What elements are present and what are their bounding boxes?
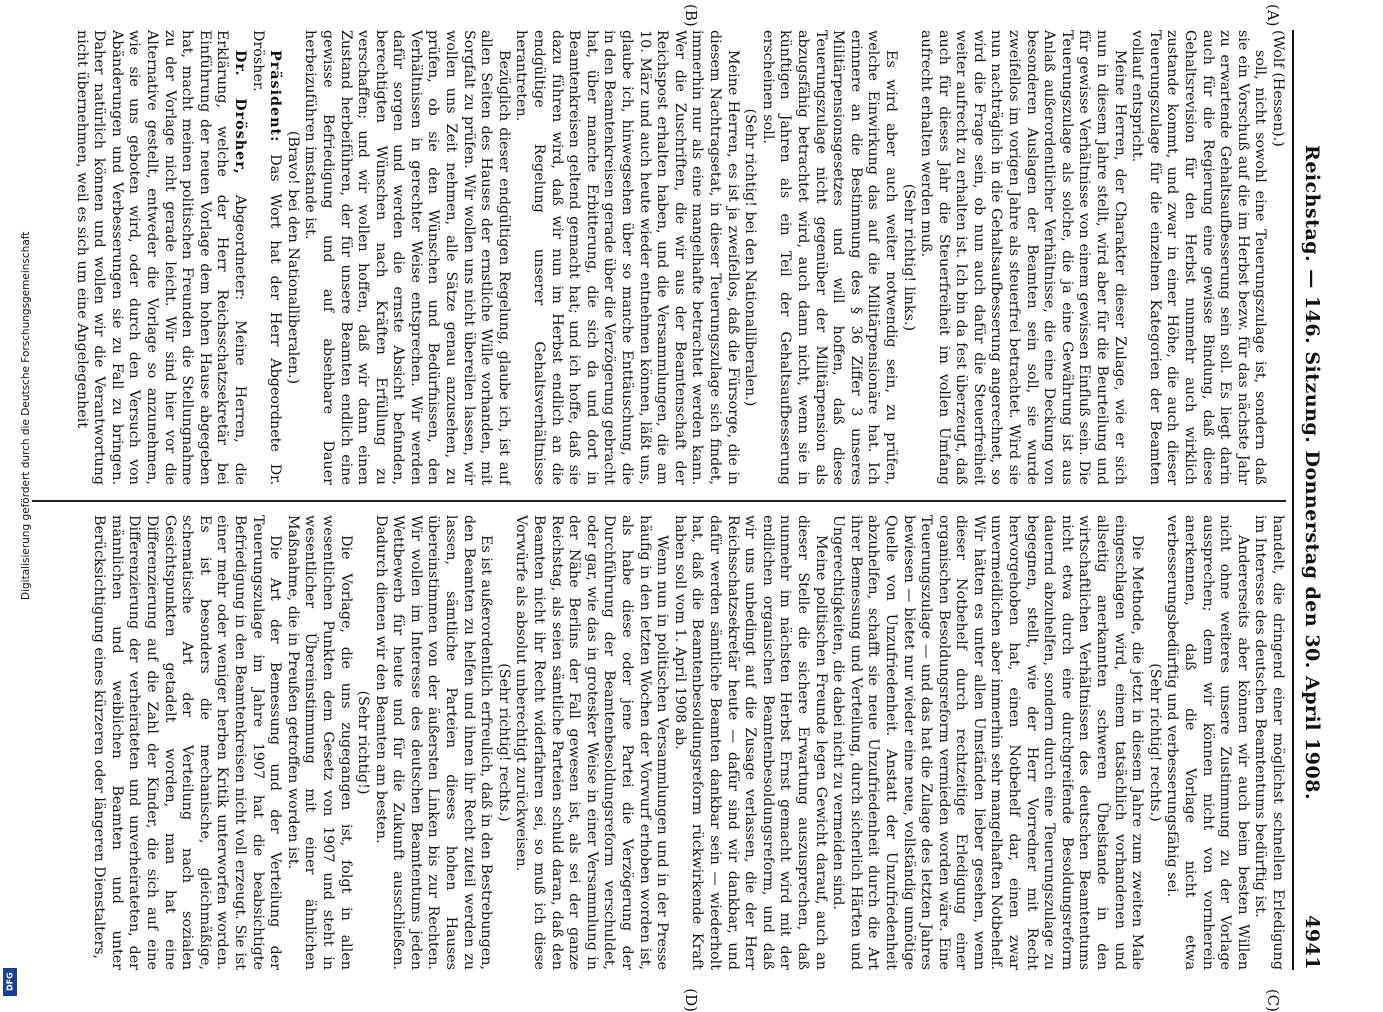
interjection: (Sehr richtig! links.) — [900, 183, 917, 332]
speaker-paragraph — [248, 30, 283, 485]
interjection: (Bravo! bei den Nationalliberalen.) — [284, 130, 301, 385]
speaker-name: Präsident: — [267, 50, 284, 143]
paragraph-continued: (Wolf (Hessen).) — [1270, 30, 1286, 147]
right-column — [30, 515, 1286, 970]
margin-marker-c: (C) — [1264, 988, 1282, 1012]
paragraph: Die Methode, die jetzt in diesem Jahre zum zweiten Male eingeschlagen wird, einem tatsächlich vorhandenen und allseitig anerkannten schweren Übelstande in den wirtschaftlichen Verhältnissen des deutschen Beamtentums nicht etwa durch eine durchgreifende Besoldungsreform dauernd abzuhelfen, sondern durch eine Teuerungszulage zu begegnen, stellt, wie der Herr Vorredner mit Recht hervorgehoben hat, einen Notbehelf dar, einen zwar unvermeidlichen aber immerhin sehr mangelhaften Notbehelf. Wir hätten es unter allen Umständen lieber gesehen, wenn dieser Notbehelf durch rechtzeitige Erledigung einer organischen Besoldungsreform vermieden worden wäre. Eine Teuerungszulage — und das hat die Zulage des letzten Jahres bewiesen — bietet nur wieder eine neue, vollständig unnötige Quelle von Unzufriedenheit. Anstatt der Unzufriedenheit abzuhelfen, schafft sie neue Unzufriedenheit durch die Art ihrer Bemessung und Verteilung, durch sicherlich Härten und Ungerechtigkeiten, die dabei nicht zu vermeiden sind. — [830, 515, 1146, 970]
paragraph: Es wird aber auch weiter notwendig sein, zu prüfen, welche Einwirkung das auf die Militärpensionäre hat. Ich erinnere an die Bestimmung des § 36 Ziffer 3 unseres Militärpensionsgesetzes und will hoffen, daß diese Teuerungszulage nicht gegenüber der Militärpension als abzugsfähig betrachtet wird, auch dann nicht, wenn sie in künftigen Jahren als ein Teil der Gehaltsaufbesserung erscheinen soll. — [759, 30, 899, 485]
paragraph: Andererseits aber können wir auch beim besten Willen nicht ohne weiteres unsere Zustimmung zu der Vorlage aussprechen; denn wir können nicht von vornherein anerkennen, daß die Vorlage nicht etwa verbesserungsbedürftig und verbesserungsfähig sei. — [1164, 515, 1251, 970]
paragraph: Wenn nun in politischen Versammlungen und in der Presse häufig in den letzten Wochen der Vorwurf erhoben worden ist, als habe diese oder jene Partei die Verzögerung der Durchführung der Beamtenbesoldungsreform verschuldet, oder gar, wie das in grotesker Weise in einer Versammlung in der Nähe Berlins der Fall gewesen ist, als sei der ganze Reichstag, als seien sämtliche Parteien schuld daran, daß den Beamten nicht ihr Recht widerfahren sei, so muß ich diese Vorwürfe als absolut unberechtigt zurückweisen. — [513, 515, 671, 970]
interjection: (Sehr richtig! bei den Nationalliberalen.) — [742, 108, 759, 407]
page-header — [1296, 30, 1328, 970]
digitization-credit: Digitalisierung gefördert durch die Deutsche Forschungsgemeinschaft — [20, 231, 32, 600]
interjection: (Sehr richtig!) — [355, 690, 372, 795]
paragraph: Meine Herren, es ist ja zweifellos, daß die Fürsorge, die in diesem Nachtragsetat, in dieser Teuerungszulage sich findet, immerhin nur als eine mangelhafte betrachtet werden kann. Wer die Zuschriften, die wir aus der Beamtenschaft der Reichspost erhalten haben, und die Versammlungen, die am 10. März und auch heute wieder entnehmen können, läßt uns, glaube ich, hinwegsehen über so manche Enttäuschung, die in den Beamtenkreisen gerade über die Verzögerung gebracht hat, über manche Erbitterung, die sich da und dort in Beamtenkreisen geltend gemacht hat; und ich hoffe, daß sie dazu führen wird, daß wir nun im Herbst endlich an die endgültige Regelung unserer Gehaltsverhältnisse herantreten. — [513, 30, 741, 485]
paragraph: Meine politischen Freunde legen Gewicht darauf, auch an dieser Stelle die sichere Erwartung auszusprechen, daß nunmehr im nächsten Herbst Ernst gemacht wird mit der endlichen organischen Beamtenbesoldungsreform, und daß wir uns unbedingt auf die Zusage verlassen, die der Herr Reichsschatzsekretär heute — dafür sind wir dankbar, und dafür werden sämtliche Beamten dankbar sein — wiederholt hat, daß die Beamtenbesoldungsreform rückwirkende Kraft haben soll vom 1. April 1908 ab. — [671, 515, 829, 970]
paragraph: soll, nicht sowohl eine Teuerungszulage ist, sondern daß sie ein Vorschuß auf die im Herbst bezw. für das nächste Jahr zu erwartende Gehaltsaufbesserung sein soll. Es liegt darin auch für die Regierung eine gewisse Bindung, daß diese Gehaltsrevision für den Herbst nunmehr auch wirklich zustande kommt, und zwar in einer Höhe, die auch dieser Teuerungszulage für die einzelnen Kategorien der Beamten vollauf entspricht. — [1129, 30, 1269, 485]
dfg-logo: DFG — [3, 968, 17, 996]
margin-marker-b: (B) — [682, 4, 700, 27]
margin-marker-d: (D) — [682, 988, 700, 1012]
paragraph: Meine Herren, der Charakter dieser Zulage, wie er sich nun in diesem Jahre stellt, wird aber für die Beurteilung und für gewisse Verhältnisse von einem gewissen Einfluß sein. Die Teuerungszulage als solche, die ja eine Gewährung ist aus Anlaß außerordentlicher Verhältnisse, die eine Deckung von besonderen Auslagen der Beamten sein soll, sie wurde zweifellos im vorigen Jahre als steuerfrei betrachtet. Wird sie nun nachträglich in die Gehaltsaufbesserung angerechnet, so wird die Frage sein, ob nun auch dafür die Steuerfreiheit weiter aufrecht zu erhalten ist. Ich bin da fest überzeugt, daß auch für dieses Jahr die Steuerfreiheit im vollen Umfang aufrecht erhalten werden muß. — [918, 30, 1128, 485]
margin-marker-a: (A) — [1264, 4, 1282, 27]
left-column — [30, 30, 1286, 485]
header-rule — [1292, 30, 1294, 970]
speech-text: Das Wort hat der Herr Abgeordnete Dr. Drösher. — [249, 30, 284, 485]
digitization-credit-strip — [2, 0, 32, 1000]
speech-text: Abgeordneter: Meine Herren, die Erklärung, welche der Herr Reichsschatzsekretär bei Einführung der neuen Vorlage dem hohen Hause abgegeben hat, macht meinen politischen Freunden die Stellungnahme zu der Vorlage nicht gerade leicht. Wir sind hier vor die Alternative gestellt, entweder die Vorlage so anzunehmen, wie sie uns geboten wird, oder durch den Versuch von Abänderungen und Verbesserungen sie zu Fall zu bringen. Daher natürlich können und wollen wir die Verantwortung nicht übernehmen, weil es sich um eine Angelegenheit — [73, 30, 248, 485]
newspaper-page — [20, 0, 1340, 1012]
speaker-paragraph — [72, 30, 248, 485]
page-number: 4941 — [1301, 915, 1323, 970]
paragraph: Es ist außerordentlich erfreulich, daß in den Bestrebungen, den Beamten zu helfen und ihnen ihr Recht zuteil werden zu lassen, sämtliche Parteien dieses hohen Hauses übereinstimmen von der äußersten Linken bis zur Rechten. Wir wollen im Interesse des deutschen Beamtentums jeden Wettbewerb für heute und für die Zukunft ausschließen. Dadurch dienen wir den Beamten am besten. — [372, 515, 495, 970]
interjection: (Sehr richtig! rechts.) — [1146, 663, 1163, 822]
speaker-name: Dr. Drösher, — [231, 50, 248, 175]
paragraph-continued: handelt, die dringend einer möglichst schnellen Erledigung im Interesse des deutschen Beamtentums bedürftig ist. — [1252, 515, 1286, 970]
header-title: Reichstag. — 146. Sitzung. Donnerstag den 30. April 1908. — [1301, 145, 1323, 801]
paragraph: Bezüglich dieser endgültigen Regelung, glaube ich, ist auf allen Seiten des Hauses der ernstliche Wille vorhanden, mit Sorgfalt zu prüfen. Wir wollen uns nicht übereilen lassen, wir wollen uns Zeit nehmen, alle Sätze genau anzusehen, zu prüfen, ob sie den Wünschen und Bedürfnissen, den Verhältnissen in gerechter Weise entsprechen. Wir werden dafür sorgen und werden die ernste Absicht befunden, berechtigten Wünschen nach Kräften Erfüllung zu verschaffen; und wir wollen hoffen, daß wir dann einen Zustand herbeiführen, der für unsere Beamten endlich eine gewisse Befriedigung und auf absehbare Dauer herbeizuführen imstande ist. — [302, 30, 512, 485]
interjection: (Sehr richtig! rechts.) — [495, 663, 512, 822]
paragraph: Die Art der Bemessung und der Verteilung der Teuerungszulage im Jahre 1907 hat die beabsichtigte Befriedigung in den Beamtenkreisen nicht voll erzeugt. Sie ist einer mehr oder weniger herben Kritik unterworfen worden. Es ist besonders die mechanische, gleichmäßige, schematische Art der Verteilung nach sozialen Gesichtspunkten getadelt worden, man hat eine Differenzierung auf die Zahl der Kinder, die sich auf eine Differenzierung der verheirateten und unverheirateten, der männlichen und weiblichen Beamten und unter Berücksichtigung eines kürzeren oder längeren Dienstalters, — [91, 515, 284, 970]
column-divider — [32, 500, 1286, 502]
paragraph: Die Vorlage, die uns zugegangen ist, folgt in allen wesentlichen Punkten dem Gesetz von 1907 und steht in wesentlicher Übereinstimmung mit einer ähnlichen Maßnahme, die in Preußen getroffen worden ist. — [284, 515, 354, 970]
